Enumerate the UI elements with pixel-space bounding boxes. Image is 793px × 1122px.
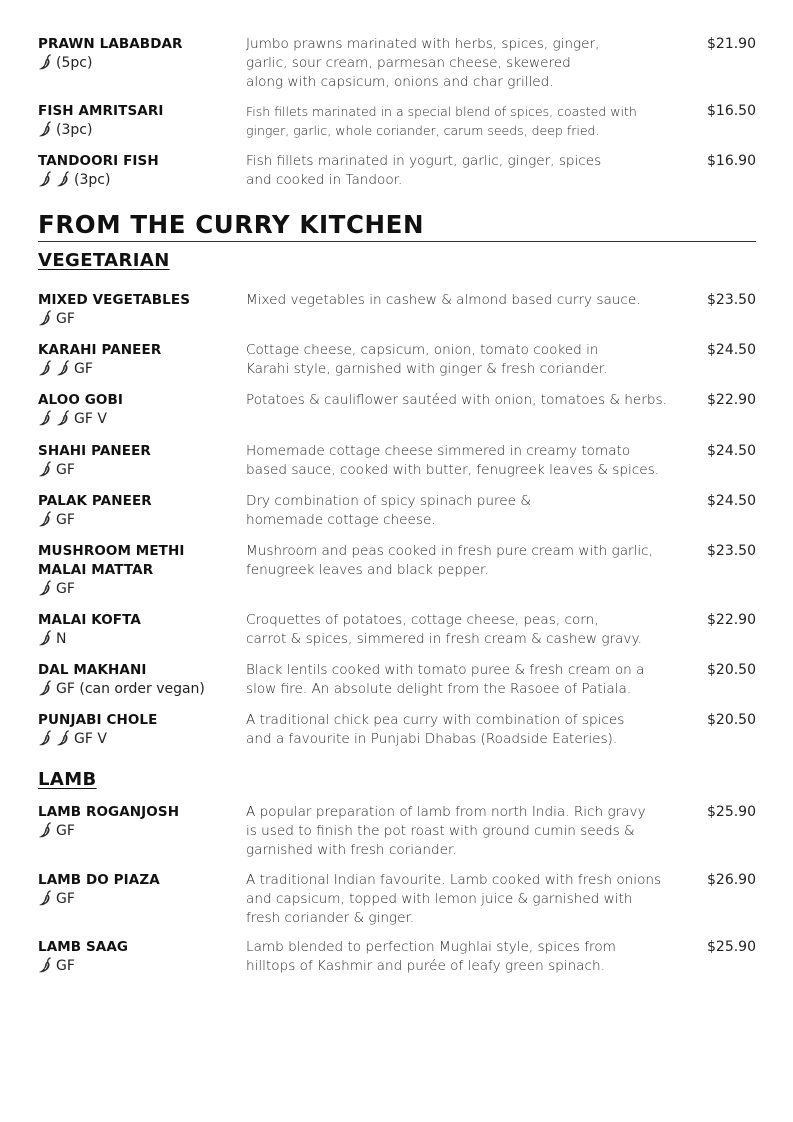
item-description-line: carrot & spices, simmered in fresh cream & cashew gravy.: [246, 631, 642, 647]
heat-level: [38, 410, 74, 432]
item-name: [38, 102, 243, 143]
item-tag-text: (3pc): [74, 172, 111, 188]
item-tags: [38, 957, 243, 979]
item-name-line: LAMB SAAG: [38, 939, 129, 955]
item-name: [38, 711, 243, 752]
item-description: [246, 152, 696, 190]
item-price: $20.50: [707, 712, 756, 728]
item-name: [38, 152, 243, 193]
item-description-line: Lamb blended to perfection Mughlai style, spices from: [246, 939, 616, 955]
item-description: [246, 803, 696, 860]
heat-level: [38, 730, 74, 752]
item-description-line: Croquettes of potatoes, cottage cheese, peas, corn,: [246, 612, 599, 628]
chili-pepper-icon: [38, 630, 52, 646]
item-name: [38, 35, 243, 76]
item-description-line: is used to finish the pot roast with ground cumin seeds &: [246, 823, 635, 839]
item-price: $24.50: [707, 443, 756, 459]
item-tags: [38, 730, 243, 752]
heat-level: [38, 680, 56, 702]
item-name: [38, 542, 243, 602]
item-description-line: Jumbo prawns marinated with herbs, spices, ginger,: [246, 36, 600, 52]
item-name: [38, 611, 243, 652]
item-description: [246, 938, 696, 976]
item-name: [38, 442, 243, 483]
heat-level: [38, 54, 56, 76]
item-tag-text: N: [56, 631, 67, 647]
chili-pepper-icon: [38, 680, 52, 696]
item-tag-text: (3pc): [56, 122, 93, 138]
item-description-line: garlic, sour cream, parmesan cheese, skewered: [246, 55, 571, 71]
item-description-line: and a favourite in Punjabi Dhabas (Roadside Eateries).: [246, 731, 618, 747]
item-tag-text: GF: [56, 512, 75, 528]
heat-level: [38, 890, 56, 912]
item-description: [246, 341, 696, 379]
chili-pepper-icon: [56, 410, 70, 426]
chili-pepper-icon: [38, 580, 52, 596]
section-title: FROM THE CURRY KITCHEN: [38, 210, 756, 242]
chili-pepper-icon: [56, 730, 70, 746]
item-price: $22.90: [707, 392, 756, 408]
item-name-line: MALAI KOFTA: [38, 612, 141, 628]
item-price: $25.90: [707, 939, 756, 955]
item-description: [246, 391, 696, 410]
chili-pepper-icon: [38, 822, 52, 838]
item-name: [38, 938, 243, 979]
item-description-line: Homemade cottage cheese simmered in creamy tomato: [246, 443, 631, 459]
item-description-line: Fish fillets marinated in yogurt, garlic, ginger, spices: [246, 153, 602, 169]
item-price: $23.50: [707, 543, 756, 559]
item-tag-text: GF: [56, 462, 75, 478]
item-description-line: Cottage cheese, capsicum, onion, tomato cooked in: [246, 342, 599, 358]
item-description: [246, 611, 696, 649]
item-description-line: slow fire. An absolute delight from the Rasoee of Patiala.: [246, 681, 632, 697]
item-tags: [38, 171, 243, 193]
item-tags: [38, 461, 243, 483]
heat-level: [38, 580, 56, 602]
item-tag-text: GF: [56, 958, 75, 974]
item-name-line: FISH AMRITSARI: [38, 103, 164, 119]
heat-level: [38, 461, 56, 483]
item-price: $20.50: [707, 662, 756, 678]
item-description-line: Fish fillets marinated in a special blend of spices, coasted with: [246, 104, 637, 119]
chili-pepper-icon: [38, 957, 52, 973]
item-price: $26.90: [707, 872, 756, 888]
heat-level: [38, 310, 56, 332]
item-description-line: and capsicum, topped with lemon juice & garnished with: [246, 891, 633, 907]
item-description-line: A traditional chick pea curry with combination of spices: [246, 712, 625, 728]
item-name-line: MUSHROOM METHI: [38, 543, 185, 559]
item-description-line: garnished with fresh coriander.: [246, 842, 457, 858]
item-name: [38, 803, 243, 844]
item-description: [246, 102, 696, 140]
item-price: $21.90: [707, 36, 756, 52]
heat-level: [38, 511, 56, 533]
item-description-line: Potatoes & cauliflower sautéed with onion, tomatoes & herbs.: [246, 392, 667, 408]
item-name-line: ALOO GOBI: [38, 392, 123, 408]
item-name-line: KARAHI PANEER: [38, 342, 162, 358]
item-description-line: Karahi style, garnished with ginger & fresh coriander.: [246, 361, 608, 377]
item-tag-text: GF (can order vegan): [56, 681, 205, 697]
item-name-line: TANDOORI FISH: [38, 153, 159, 169]
chili-pepper-icon: [38, 730, 52, 746]
item-tag-text: GF: [56, 891, 75, 907]
item-description-line: Mushroom and peas cooked in fresh pure cream with garlic,: [246, 543, 653, 559]
chili-pepper-icon: [56, 171, 70, 187]
item-description: [246, 35, 696, 92]
item-tags: [38, 511, 243, 533]
item-tag-text: GF V: [74, 731, 107, 747]
chili-pepper-icon: [38, 310, 52, 326]
item-name: [38, 291, 243, 332]
item-tags: [38, 310, 243, 332]
chili-pepper-icon: [38, 121, 52, 137]
vegetarian-heading: VEGETARIAN: [38, 250, 170, 271]
item-description-line: Dry combination of spicy spinach puree &: [246, 493, 531, 509]
item-description: [246, 442, 696, 480]
item-description: [246, 661, 696, 699]
item-name-line: DAL MAKHANI: [38, 662, 147, 678]
item-name: [38, 492, 243, 533]
item-description: [246, 542, 696, 580]
item-tags: [38, 410, 243, 432]
item-description: [246, 291, 696, 310]
item-tags: [38, 54, 243, 76]
item-name-line: PALAK PANEER: [38, 493, 152, 509]
item-tags: [38, 680, 243, 702]
item-tags: [38, 360, 243, 382]
item-tag-text: (5pc): [56, 55, 93, 71]
item-tags: [38, 822, 243, 844]
item-description-line: fresh coriander & ginger.: [246, 910, 415, 926]
item-description-line: Black lentils cooked with tomato puree & fresh cream on a: [246, 662, 645, 678]
item-description: [246, 492, 696, 530]
chili-pepper-icon: [38, 360, 52, 376]
item-tags: [38, 580, 243, 602]
heat-level: [38, 822, 56, 844]
item-price: $24.50: [707, 342, 756, 358]
item-description-line: based sauce, cooked with butter, fenugreek leaves & spices.: [246, 462, 660, 478]
chili-pepper-icon: [38, 54, 52, 70]
item-name-line: MIXED VEGETABLES: [38, 292, 191, 308]
item-description-line: and cooked in Tandoor.: [246, 172, 403, 188]
heat-level: [38, 630, 56, 652]
item-description-line: A traditional Indian favourite. Lamb cooked with fresh onions: [246, 872, 662, 888]
item-tag-text: GF: [56, 823, 75, 839]
item-tags: [38, 121, 243, 143]
item-name-line: LAMB DO PIAZA: [38, 872, 160, 888]
item-description-line: A popular preparation of lamb from north India. Rich gravy: [246, 804, 646, 820]
heat-level: [38, 360, 74, 382]
item-tags: [38, 630, 243, 652]
heat-level: [38, 121, 56, 143]
item-name: [38, 661, 243, 702]
chili-pepper-icon: [56, 360, 70, 376]
chili-pepper-icon: [38, 890, 52, 906]
item-tag-text: GF V: [74, 411, 107, 427]
item-description-line: along with capsicum, onions and char grilled.: [246, 74, 554, 90]
item-tag-text: GF: [56, 581, 75, 597]
chili-pepper-icon: [38, 461, 52, 477]
item-name-line: LAMB ROGANJOSH: [38, 804, 180, 820]
item-price: $16.90: [707, 153, 756, 169]
item-tag-text: GF: [56, 311, 75, 327]
chili-pepper-icon: [38, 410, 52, 426]
lamb-heading: LAMB: [38, 769, 97, 790]
item-name: [38, 871, 243, 912]
item-name-line: PUNJABI CHOLE: [38, 712, 158, 728]
chili-pepper-icon: [38, 171, 52, 187]
heat-level: [38, 957, 56, 979]
item-description-line: hilltops of Kashmir and purée of leafy green spinach.: [246, 958, 605, 974]
item-description: [246, 711, 696, 749]
item-description-line: homemade cottage cheese.: [246, 512, 436, 528]
item-price: $22.90: [707, 612, 756, 628]
item-name-line: SHAHI PANEER: [38, 443, 151, 459]
item-price: $23.50: [707, 292, 756, 308]
item-price: $16.50: [707, 103, 756, 119]
item-description-line: ginger, garlic, whole coriander, carum seeds, deep fried.: [246, 123, 600, 138]
item-tags: [38, 890, 243, 912]
item-price: $25.90: [707, 804, 756, 820]
item-description-line: fenugreek leaves and black pepper.: [246, 562, 489, 578]
item-name: [38, 391, 243, 432]
item-description: [246, 871, 696, 928]
chili-pepper-icon: [38, 511, 52, 527]
item-name-line: MALAI MATTAR: [38, 562, 154, 578]
item-price: $24.50: [707, 493, 756, 509]
item-description-line: Mixed vegetables in cashew & almond based curry sauce.: [246, 292, 641, 308]
item-tag-text: GF: [74, 361, 93, 377]
item-name: [38, 341, 243, 382]
heat-level: [38, 171, 74, 193]
item-name-line: PRAWN LABABDAR: [38, 36, 183, 52]
